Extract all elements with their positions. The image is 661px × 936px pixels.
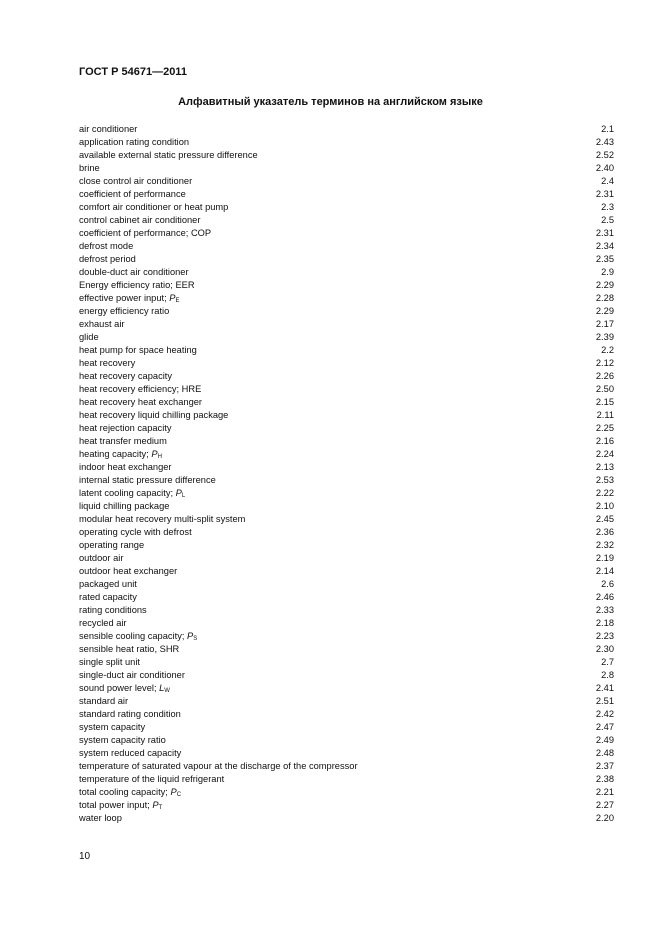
entry-term bbox=[79, 175, 192, 188]
entry-term-text: single-duct air conditioner bbox=[79, 670, 185, 680]
entry-reference: 2.50 bbox=[595, 384, 614, 394]
index-entry bbox=[79, 799, 614, 812]
entry-reference: 2.17 bbox=[595, 319, 614, 329]
entry-reference: 2.33 bbox=[595, 605, 614, 615]
entry-reference: 2.34 bbox=[595, 241, 614, 251]
entry-reference: 2.43 bbox=[595, 137, 614, 147]
index-entry bbox=[79, 305, 614, 318]
entry-term-text: water loop bbox=[79, 813, 122, 823]
index-entry bbox=[79, 123, 614, 136]
entry-term-text: air conditioner bbox=[79, 124, 138, 134]
entry-reference: 2.22 bbox=[595, 488, 614, 498]
index-entry bbox=[79, 396, 614, 409]
index-entry bbox=[79, 344, 614, 357]
index-title: Алфавитный указатель терминов на английском языке bbox=[178, 96, 483, 108]
entry-reference: 2.2 bbox=[601, 345, 614, 355]
index-entry bbox=[79, 149, 614, 162]
entry-reference: 2.19 bbox=[595, 553, 614, 563]
entry-term bbox=[79, 240, 133, 253]
entry-term-text: internal static pressure difference bbox=[79, 475, 216, 485]
entry-term bbox=[79, 162, 100, 175]
entry-symbol: P bbox=[175, 488, 182, 498]
entry-term-text: heat recovery efficiency; HRE bbox=[79, 384, 202, 394]
index-entry bbox=[79, 552, 614, 565]
entry-term bbox=[79, 539, 144, 552]
entry-symbol: P bbox=[170, 787, 177, 797]
entry-term-text: system capacity bbox=[79, 722, 146, 732]
entry-term-text: standard rating condition bbox=[79, 709, 181, 719]
entry-term bbox=[79, 396, 202, 409]
index-entry bbox=[79, 760, 614, 773]
index-entry bbox=[79, 201, 614, 214]
entry-reference: 2.5 bbox=[601, 215, 614, 225]
entry-term bbox=[79, 279, 195, 292]
entry-symbol: P bbox=[151, 449, 158, 459]
entry-reference: 2.10 bbox=[595, 501, 614, 511]
entry-symbol-subscript: E bbox=[175, 298, 180, 304]
entry-term-text: outdoor heat exchanger bbox=[79, 566, 178, 576]
entry-term bbox=[79, 721, 145, 734]
entry-reference: 2.42 bbox=[595, 709, 614, 719]
entry-term bbox=[79, 565, 177, 578]
entry-term-text: latent cooling capacity; bbox=[79, 488, 176, 498]
index-entry bbox=[79, 604, 614, 617]
index-entry bbox=[79, 136, 614, 149]
entry-term bbox=[79, 123, 137, 136]
entry-reference: 2.35 bbox=[595, 254, 614, 264]
entry-reference: 2.29 bbox=[595, 306, 614, 316]
entry-reference: 2.45 bbox=[595, 514, 614, 524]
entry-term-text: exhaust air bbox=[79, 319, 125, 329]
entry-term bbox=[79, 773, 224, 786]
index-entry bbox=[79, 812, 614, 825]
entry-reference: 2.24 bbox=[595, 449, 614, 459]
index-entry bbox=[79, 188, 614, 201]
entry-term-text: total cooling capacity; bbox=[79, 787, 171, 797]
entry-term bbox=[79, 578, 137, 591]
entry-reference: 2.3 bbox=[601, 202, 614, 212]
index-entry bbox=[79, 513, 614, 526]
entry-term bbox=[79, 552, 123, 565]
entry-reference: 2.18 bbox=[595, 618, 614, 628]
entry-reference: 2.9 bbox=[601, 267, 614, 277]
entry-reference: 2.36 bbox=[595, 527, 614, 537]
entry-term-text: system reduced capacity bbox=[79, 748, 182, 758]
entry-term-text: heating capacity; bbox=[79, 449, 152, 459]
entry-term-text: control cabinet air conditioner bbox=[79, 215, 201, 225]
entry-term-text: recycled air bbox=[79, 618, 127, 628]
entry-reference: 2.39 bbox=[595, 332, 614, 342]
index-entry bbox=[79, 461, 614, 474]
entry-term bbox=[79, 500, 169, 513]
entry-term bbox=[79, 760, 358, 773]
entry-term-text: heat recovery capacity bbox=[79, 371, 173, 381]
entry-term bbox=[79, 370, 172, 383]
index-entry bbox=[79, 331, 614, 344]
index-entry bbox=[79, 721, 614, 734]
entry-reference: 2.46 bbox=[595, 592, 614, 602]
index-entry bbox=[79, 786, 614, 799]
entry-symbol: P bbox=[152, 800, 159, 810]
entry-term bbox=[79, 591, 137, 604]
entry-term bbox=[79, 526, 192, 539]
entry-term-text: modular heat recovery multi-split system bbox=[79, 514, 246, 524]
entry-symbol: P bbox=[169, 293, 176, 303]
entry-reference: 2.27 bbox=[595, 800, 614, 810]
entry-term bbox=[79, 656, 140, 669]
entry-term-text: coefficient of performance; COP bbox=[79, 228, 212, 238]
index-entry bbox=[79, 409, 614, 422]
entry-term bbox=[79, 617, 127, 630]
entry-term bbox=[79, 201, 228, 214]
entry-term bbox=[79, 643, 179, 656]
entry-symbol: L bbox=[159, 683, 165, 693]
entry-term bbox=[79, 344, 197, 357]
entry-term-text: brine bbox=[79, 163, 100, 173]
entry-term-text: heat recovery heat exchanger bbox=[79, 397, 203, 407]
index-entry bbox=[79, 708, 614, 721]
entry-reference: 2.23 bbox=[595, 631, 614, 641]
entry-term-text: single split unit bbox=[79, 657, 140, 667]
document-header: ГОСТ Р 54671—2011 bbox=[79, 66, 187, 78]
entry-term-text: heat recovery bbox=[79, 358, 136, 368]
index-entry bbox=[79, 162, 614, 175]
entry-term bbox=[79, 734, 166, 747]
entry-reference: 2.16 bbox=[595, 436, 614, 446]
entry-term bbox=[79, 669, 185, 682]
entry-term-text: indoor heat exchanger bbox=[79, 462, 172, 472]
entry-reference: 2.31 bbox=[595, 228, 614, 238]
entry-term-text: heat rejection capacity bbox=[79, 423, 172, 433]
index-entry bbox=[79, 266, 614, 279]
index-entry bbox=[79, 669, 614, 682]
entry-term-text: defrost mode bbox=[79, 241, 134, 251]
entry-reference: 2.38 bbox=[595, 774, 614, 784]
entry-term bbox=[79, 136, 189, 149]
entry-term bbox=[79, 305, 169, 318]
entry-term bbox=[79, 799, 162, 812]
index-entry bbox=[79, 526, 614, 539]
entry-reference: 2.21 bbox=[595, 787, 614, 797]
entry-reference: 2.40 bbox=[595, 163, 614, 173]
entry-reference: 2.53 bbox=[595, 475, 614, 485]
entry-reference: 2.4 bbox=[601, 176, 614, 186]
entry-term bbox=[79, 461, 172, 474]
index-entry bbox=[79, 630, 614, 643]
entry-term-text: sound power level; bbox=[79, 683, 160, 693]
entry-term bbox=[79, 188, 186, 201]
index-entry bbox=[79, 318, 614, 331]
entry-term-text: standard air bbox=[79, 696, 129, 706]
entry-term-text: available external static pressure difference bbox=[79, 150, 258, 160]
entry-term-text: liquid chilling package bbox=[79, 501, 170, 511]
entry-term-text: total power input; bbox=[79, 800, 153, 810]
index-entry bbox=[79, 539, 614, 552]
entry-term bbox=[79, 513, 245, 526]
entry-term bbox=[79, 292, 180, 305]
entry-term bbox=[79, 474, 216, 487]
entry-term-text: packaged unit bbox=[79, 579, 137, 589]
entry-reference: 2.12 bbox=[595, 358, 614, 368]
index-entry bbox=[79, 383, 614, 396]
index-entry bbox=[79, 773, 614, 786]
entry-term bbox=[79, 630, 197, 643]
entry-term-text: coefficient of performance bbox=[79, 189, 186, 199]
index-entry bbox=[79, 435, 614, 448]
entry-symbol: P bbox=[187, 631, 194, 641]
entry-symbol-subscript: H bbox=[157, 454, 162, 460]
index-entry bbox=[79, 370, 614, 383]
entry-reference: 2.26 bbox=[595, 371, 614, 381]
entry-term-text: rated capacity bbox=[79, 592, 137, 602]
entry-reference: 2.13 bbox=[595, 462, 614, 472]
entry-symbol-subscript: L bbox=[181, 493, 186, 499]
entry-term-text: application rating condition bbox=[79, 137, 190, 147]
index-entry bbox=[79, 292, 614, 305]
entry-term-text: double-duct air conditioner bbox=[79, 267, 189, 277]
index-entry bbox=[79, 643, 614, 656]
index-entry bbox=[79, 500, 614, 513]
entry-reference: 2.47 bbox=[595, 722, 614, 732]
entry-term-text: effective power input; bbox=[79, 293, 170, 303]
entry-reference: 2.6 bbox=[601, 579, 614, 589]
entry-term-text: sensible cooling capacity; bbox=[79, 631, 188, 641]
entry-reference: 2.51 bbox=[595, 696, 614, 706]
index-entry bbox=[79, 682, 614, 695]
index-entry bbox=[79, 279, 614, 292]
index-entry bbox=[79, 214, 614, 227]
entry-term bbox=[79, 682, 170, 695]
entry-reference: 2.15 bbox=[595, 397, 614, 407]
index-entry bbox=[79, 617, 614, 630]
index-entry bbox=[79, 734, 614, 747]
entry-term-text: heat recovery liquid chilling package bbox=[79, 410, 229, 420]
index-entry bbox=[79, 357, 614, 370]
entry-term bbox=[79, 786, 181, 799]
entry-term-text: close control air conditioner bbox=[79, 176, 193, 186]
entry-term bbox=[79, 383, 201, 396]
index-entry bbox=[79, 656, 614, 669]
index-entry bbox=[79, 578, 614, 591]
entry-reference: 2.41 bbox=[595, 683, 614, 693]
entry-term bbox=[79, 253, 136, 266]
entry-term bbox=[79, 318, 124, 331]
entry-reference: 2.8 bbox=[601, 670, 614, 680]
entry-reference: 2.25 bbox=[595, 423, 614, 433]
entry-reference: 2.29 bbox=[595, 280, 614, 290]
entry-reference: 2.48 bbox=[595, 748, 614, 758]
entry-term-text: Energy efficiency ratio; EER bbox=[79, 280, 195, 290]
entry-term bbox=[79, 604, 147, 617]
entry-term-text: operating range bbox=[79, 540, 145, 550]
entry-term-text: outdoor air bbox=[79, 553, 124, 563]
entry-reference: 2.14 bbox=[595, 566, 614, 576]
entry-reference: 2.20 bbox=[595, 813, 614, 823]
index-entry bbox=[79, 240, 614, 253]
entry-reference: 2.52 bbox=[595, 150, 614, 160]
index-entry bbox=[79, 227, 614, 240]
entry-term bbox=[79, 331, 99, 344]
index-entry bbox=[79, 695, 614, 708]
entry-term bbox=[79, 214, 200, 227]
entry-term bbox=[79, 747, 181, 760]
index-entry bbox=[79, 487, 614, 500]
entry-term-text: defrost period bbox=[79, 254, 136, 264]
entry-term bbox=[79, 227, 211, 240]
entry-term-text: temperature of the liquid refrigerant bbox=[79, 774, 225, 784]
entry-reference: 2.31 bbox=[595, 189, 614, 199]
entry-term-text: rating conditions bbox=[79, 605, 147, 615]
entry-term bbox=[79, 435, 167, 448]
entry-term bbox=[79, 409, 228, 422]
entry-reference: 2.11 bbox=[596, 410, 614, 420]
entry-term-text: operating cycle with defrost bbox=[79, 527, 192, 537]
entry-reference: 2.32 bbox=[595, 540, 614, 550]
index-entry bbox=[79, 175, 614, 188]
entry-term bbox=[79, 422, 172, 435]
entry-term bbox=[79, 448, 162, 461]
entry-term bbox=[79, 695, 128, 708]
entry-term bbox=[79, 357, 135, 370]
entry-term-text: comfort air conditioner or heat pump bbox=[79, 202, 229, 212]
index-entry bbox=[79, 591, 614, 604]
entry-term-text: temperature of saturated vapour at the discharge of the compressor bbox=[79, 761, 358, 771]
entry-symbol-subscript: S bbox=[193, 636, 198, 642]
entry-reference: 2.49 bbox=[595, 735, 614, 745]
term-index-list bbox=[79, 123, 614, 825]
entry-reference: 2.28 bbox=[595, 293, 614, 303]
index-entry bbox=[79, 474, 614, 487]
entry-term-text: system capacity ratio bbox=[79, 735, 166, 745]
entry-term bbox=[79, 149, 258, 162]
entry-term bbox=[79, 708, 181, 721]
entry-term-text: heat transfer medium bbox=[79, 436, 167, 446]
index-entry bbox=[79, 253, 614, 266]
entry-symbol-subscript: C bbox=[176, 792, 182, 798]
entry-term-text: energy efficiency ratio bbox=[79, 306, 170, 316]
entry-symbol-subscript: T bbox=[158, 805, 163, 811]
index-entry bbox=[79, 747, 614, 760]
entry-term bbox=[79, 266, 189, 279]
entry-reference: 2.7 bbox=[601, 657, 614, 667]
index-entry bbox=[79, 448, 614, 461]
entry-reference: 2.30 bbox=[595, 644, 614, 654]
entry-reference: 2.1 bbox=[601, 124, 614, 134]
entry-term bbox=[79, 812, 122, 825]
index-entry bbox=[79, 422, 614, 435]
entry-term-text: glide bbox=[79, 332, 99, 342]
page-number: 10 bbox=[79, 851, 91, 862]
entry-symbol-subscript: W bbox=[164, 688, 170, 694]
index-entry bbox=[79, 565, 614, 578]
entry-reference: 2.37 bbox=[595, 761, 614, 771]
entry-term-text: heat pump for space heating bbox=[79, 345, 197, 355]
entry-term bbox=[79, 487, 185, 500]
entry-term-text: sensible heat ratio, SHR bbox=[79, 644, 180, 654]
